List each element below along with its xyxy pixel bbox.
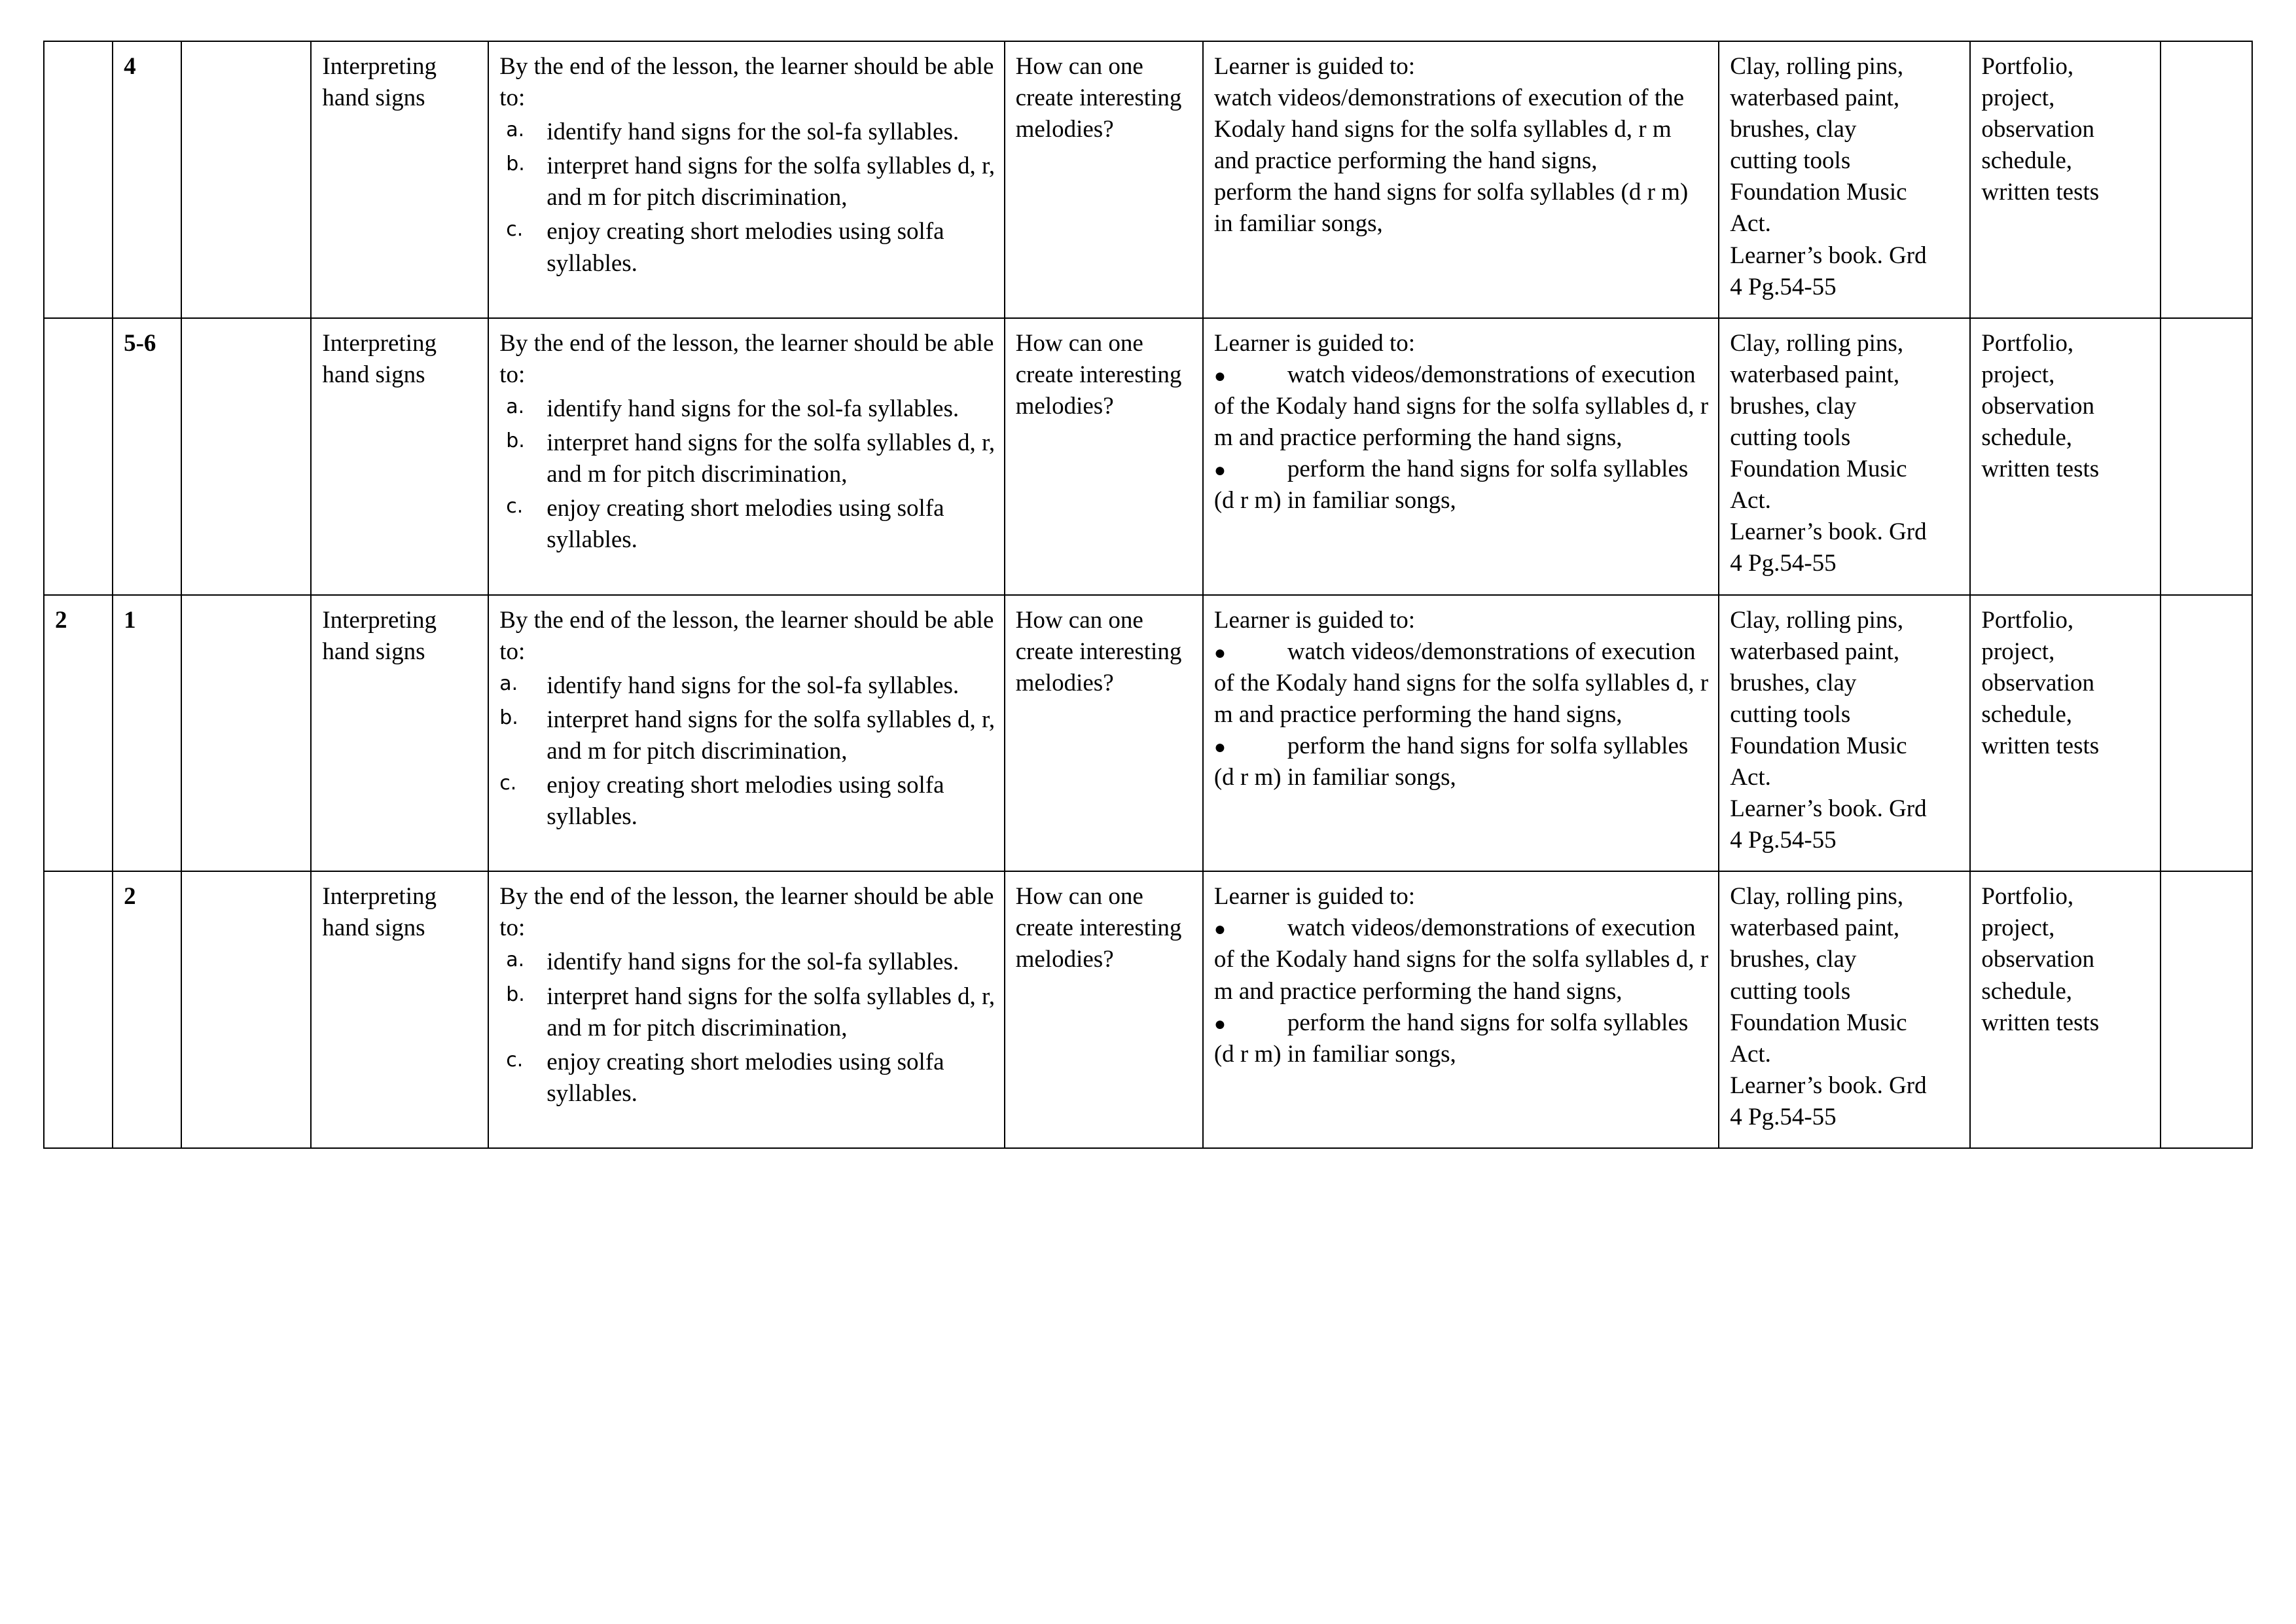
scheme-of-work-table: [43, 41, 2253, 1149]
cell-sub-strand: Interpreting hand signs: [311, 41, 488, 318]
cell-learning-outcomes: [488, 595, 1004, 872]
cell-lesson: 4: [113, 41, 181, 318]
cell-reflection: [2161, 318, 2252, 595]
outcome-intro: By the end of the lesson, the learner should be able to:: [499, 329, 994, 388]
cell-reflection: [2161, 595, 2252, 872]
cell-learning-outcomes: [488, 41, 1004, 318]
cell-reflection: [2161, 871, 2252, 1148]
bullet-icon: ●: [1213, 918, 1226, 941]
list-item: c. enjoy creating short melodies using solfa syllables.: [506, 218, 944, 277]
outcome-list: [499, 117, 996, 279]
list-marker: c.: [506, 218, 524, 242]
table-row: [44, 595, 2252, 872]
cell-learning-experiences: [1203, 318, 1719, 595]
list-item: ● watch videos/demonstrations of execution of the Kodaly hand signs for the solfa syllables d, r m and practice performing the hand signs,: [1213, 914, 1709, 1005]
list-marker: b.: [506, 153, 525, 176]
list-item: a. identify hand signs for the sol-fa syllables.: [499, 672, 960, 699]
list-marker: a.: [506, 395, 525, 418]
learning-intro: Learner is guided to:: [1213, 883, 1416, 911]
list-item: b. interpret hand signs for the solfa syllables d, r, and m for pitch discrimination,: [506, 429, 996, 488]
cell-learning-resources: Clay, rolling pins, waterbased paint, brushes, clay cutting tools Foundation Music Act. Learner’s book. Grd 4 Pg.54-55: [1719, 318, 1970, 595]
list-marker: c.: [506, 1048, 524, 1072]
table-row: [44, 871, 2252, 1148]
cell-week: 2: [44, 595, 113, 872]
list-marker: b.: [506, 429, 525, 453]
list-item: b. interpret hand signs for the solfa syllables d, r, and m for pitch discrimination,: [499, 706, 996, 765]
list-item: c. enjoy creating short melodies using solfa syllables.: [499, 771, 944, 831]
cell-assessment-methods: Portfolio, project, observation schedule, written tests: [1970, 41, 2161, 318]
cell-lesson: 1: [113, 595, 181, 872]
bullet-icon: ●: [1213, 1013, 1226, 1035]
list-item: ● watch videos/demonstrations of execution of the Kodaly hand signs for the solfa syllables d, r m and practice performing the hand signs,: [1213, 361, 1709, 452]
list-item: (d r m) in familiar songs,: [1213, 1040, 1456, 1068]
cell-week: [44, 41, 113, 318]
outcome-list: [499, 393, 996, 556]
list-item: c. enjoy creating short melodies using solfa syllables.: [506, 495, 944, 554]
cell-learning-experiences: [1203, 595, 1719, 872]
learning-intro: Learner is guided to:: [1213, 606, 1416, 634]
table-row: [44, 318, 2252, 595]
learning-intro: Learner is guided to:: [1213, 53, 1416, 80]
experience-list: [1214, 359, 1710, 516]
list-item: ● perform the hand signs for solfa syllables: [1213, 456, 1689, 483]
cell-week: [44, 318, 113, 595]
list-item: a. identify hand signs for the sol-fa syllables.: [506, 118, 960, 146]
list-item: a. identify hand signs for the sol-fa syllables.: [506, 948, 960, 976]
bullet-icon: ●: [1213, 641, 1226, 664]
cell-sub-strand: Interpreting hand signs: [311, 595, 488, 872]
cell-assessment-methods: Portfolio, project, observation schedule, written tests: [1970, 595, 2161, 872]
bullet-icon: ●: [1213, 460, 1226, 482]
learning-intro: Learner is guided to:: [1213, 329, 1416, 357]
cell-learning-resources: Clay, rolling pins, waterbased paint, brushes, clay cutting tools Foundation Music Act. Learner’s book. Grd 4 Pg.54-55: [1719, 871, 1970, 1148]
list-item: c. enjoy creating short melodies using solfa syllables.: [506, 1048, 944, 1107]
cell-assessment-methods: Portfolio, project, observation schedule, written tests: [1970, 871, 2161, 1148]
list-marker: b.: [499, 706, 518, 729]
outcome-list: [499, 670, 996, 833]
list-marker: c.: [506, 495, 524, 518]
cell-learning-outcomes: [488, 318, 1004, 595]
list-marker: a.: [506, 118, 525, 142]
cell-inquiry-question: How can one create interesting melodies?: [1005, 595, 1203, 872]
list-marker: a.: [506, 948, 525, 972]
cell-reflection: [2161, 41, 2252, 318]
list-item: a. identify hand signs for the sol-fa syllables.: [506, 395, 960, 422]
cell-strand: [181, 318, 311, 595]
cell-week: [44, 871, 113, 1148]
list-item: (d r m) in familiar songs,: [1213, 487, 1456, 514]
cell-sub-strand: Interpreting hand signs: [311, 871, 488, 1148]
experience-text: watch videos/demonstrations of execution of the Kodaly hand signs for the solfa syllables d, r m and practice performing the hand signs,: [1213, 84, 1685, 175]
list-item: b. interpret hand signs for the solfa syllables d, r, and m for pitch discrimination,: [506, 983, 996, 1041]
cell-strand: [181, 41, 311, 318]
cell-lesson: 5-6: [113, 318, 181, 595]
list-marker: a.: [499, 672, 518, 695]
outcome-intro: By the end of the lesson, the learner should be able to:: [499, 883, 994, 942]
outcome-intro: By the end of the lesson, the learner should be able to:: [499, 606, 994, 665]
list-item: ● watch videos/demonstrations of execution of the Kodaly hand signs for the solfa syllables d, r m and practice performing the hand signs,: [1213, 638, 1709, 728]
outcome-list: [499, 947, 996, 1109]
list-item: ● perform the hand signs for solfa syllables: [1213, 732, 1689, 759]
list-marker: c.: [499, 771, 517, 795]
cell-strand: [181, 871, 311, 1148]
bullet-icon: ●: [1213, 736, 1226, 758]
cell-strand: [181, 595, 311, 872]
cell-sub-strand: Interpreting hand signs: [311, 318, 488, 595]
outcome-intro: By the end of the lesson, the learner should be able to:: [499, 53, 994, 112]
cell-learning-experiences: [1203, 871, 1719, 1148]
experience-list: [1214, 912, 1710, 1070]
experience-text: perform the hand signs for solfa syllables (d r m) in familiar songs,: [1213, 179, 1689, 238]
list-item: b. interpret hand signs for the solfa syllables d, r, and m for pitch discrimination,: [506, 153, 996, 211]
list-item: (d r m) in familiar songs,: [1213, 763, 1456, 791]
bullet-icon: ●: [1213, 365, 1226, 387]
cell-learning-resources: Clay, rolling pins, waterbased paint, brushes, clay cutting tools Foundation Music Act. Learner’s book. Grd 4 Pg.54-55: [1719, 595, 1970, 872]
cell-lesson: 2: [113, 871, 181, 1148]
cell-learning-experiences: [1203, 41, 1719, 318]
cell-learning-resources: Clay, rolling pins, waterbased paint, brushes, clay cutting tools Foundation Music Act. Learner’s book. Grd 4 Pg.54-55: [1719, 41, 1970, 318]
list-item: ● perform the hand signs for solfa syllables: [1213, 1009, 1689, 1036]
cell-inquiry-question: How can one create interesting melodies?: [1005, 41, 1203, 318]
list-marker: b.: [506, 983, 525, 1006]
cell-learning-outcomes: [488, 871, 1004, 1148]
cell-inquiry-question: How can one create interesting melodies?: [1005, 871, 1203, 1148]
experience-list: [1214, 636, 1710, 793]
table-row: [44, 41, 2252, 318]
cell-assessment-methods: Portfolio, project, observation schedule, written tests: [1970, 318, 2161, 595]
cell-inquiry-question: How can one create interesting melodies?: [1005, 318, 1203, 595]
